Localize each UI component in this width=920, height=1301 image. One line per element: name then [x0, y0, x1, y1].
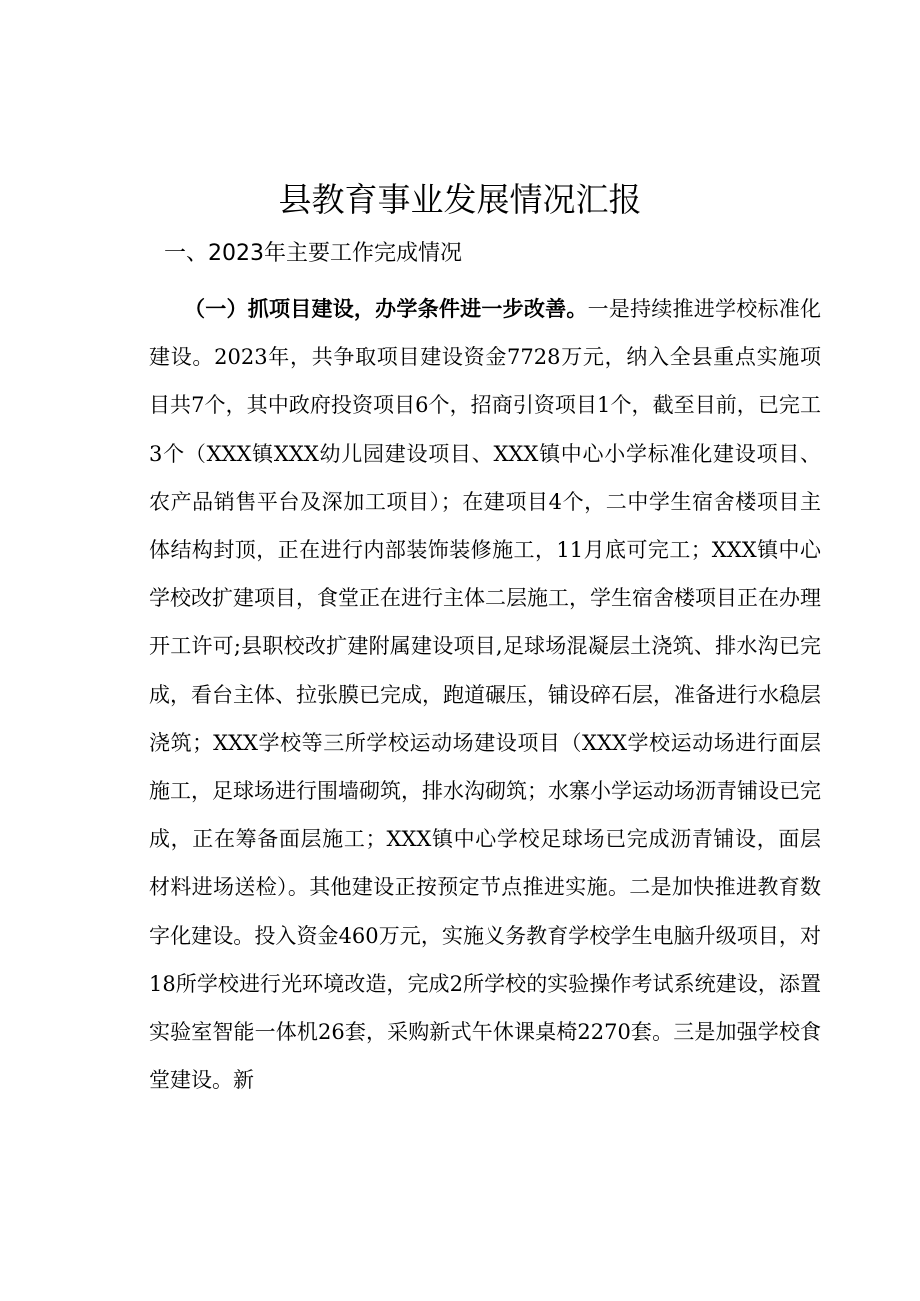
paragraph-text: 一是持续推进学校标准化建设。2023年，共争取项目建设资金7728万元，纳入全县重点实施项目共7个，其中政府投资项目6个，招商引资项目1个，截至目前，已完工3个（XXX镇XXX幼儿园建设项目、XXX镇中心小学标准化建设项目、农产品销售平台及深加工项目）；在建项目4个，二中学生宿舍楼项目主体结构封顶，正在进行内部装饰装修施工，11月底可完工；XXX镇中心学校改扩建项目，食堂正在进行主体二层施工，学生宿舍楼项目正在办理开工许可;县职校改扩建附属建设项目,足球场混凝层土浇筑、排水沟已完成，看台主体、拉张膜已完成，跑道碾压，铺设碎石层，准备进行水稳层浇筑；XXX学校等三所学校运动场建设项目（XXX学校运动场进行面层施工，足球场进行围墙砌筑，排水沟砌筑；水寨小学运动场沥青铺设已完成，正在筹备面层施工；XXX镇中心学校足球场已完成沥青铺设，面层材料进场送检）。其他建设正按预定节点推进实施。二是加快推进教育数字化建设。投入资金460万元，实施义务教育学校学生电脑升级项目，对18所学校进行光环境改造，完成2所学校的实验操作考试系统建设，添置实验室智能一体机26套，采购新式午休课桌椅2270套。三是加强学校食堂建设。新	[149, 297, 822, 1093]
document-title: 县教育事业发展情况汇报	[278, 180, 642, 219]
body-paragraph	[149, 285, 821, 1104]
paragraph-lead-heading: （一）抓项目建设，办学条件进一步改善。	[184, 297, 588, 321]
section-heading: 一、2023年主要工作完成情况	[164, 241, 462, 266]
